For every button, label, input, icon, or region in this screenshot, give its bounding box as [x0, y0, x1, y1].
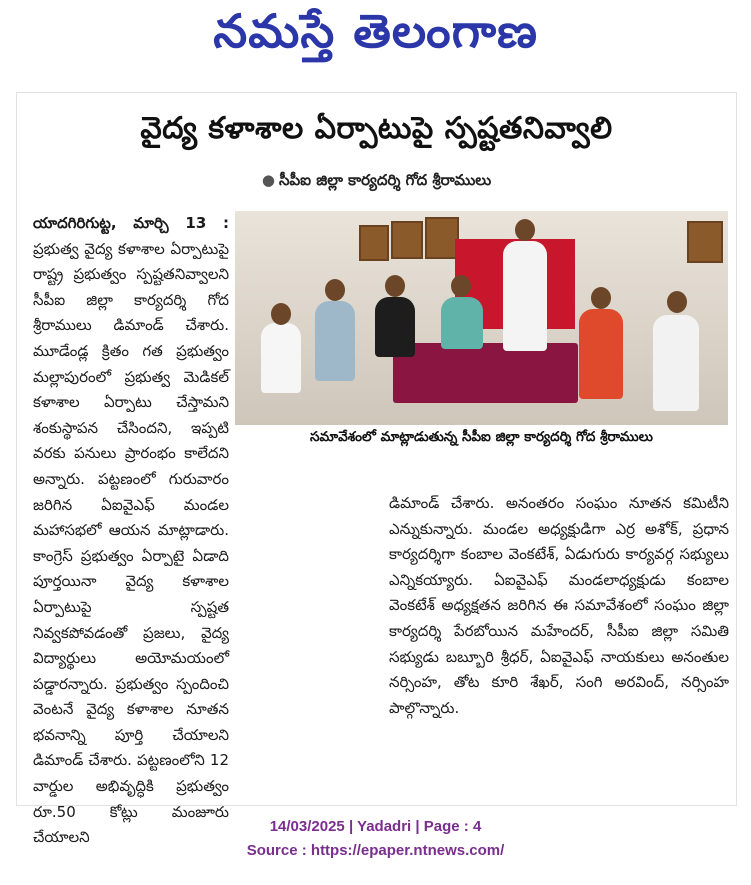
footer-edition-info: 14/03/2025 | Yadadri | Page : 4	[269, 818, 482, 835]
bullet-icon: ●	[261, 171, 275, 189]
photo-caption: సమావేశంలో మాట్లాడుతున్న సీపీఐ జిల్లా కార్యదర్శి గోద శ్రీరాములు	[235, 425, 728, 449]
photo-frame-2	[391, 221, 423, 259]
article-photo	[235, 211, 728, 425]
article-subhead	[17, 171, 736, 193]
photo-head-2	[325, 279, 345, 301]
footer-source-link[interactable]: Source : https://epaper.ntnews.com/	[246, 842, 505, 859]
photo-person-4	[441, 297, 483, 349]
article-body-left-continued	[33, 495, 34, 496]
photo-table	[393, 343, 578, 403]
article-body-left-text: ప్రభుత్వ వైద్య కళాశాల ఏర్పాటుపై రాష్ట్ర ప్రభుత్వం స్పష్టతనివ్వాలని సీపీఐ జిల్లా కార్యదర్శి గోద శ్రీరాములు డిమాండ్ చేశారు. మూడేండ్ల క్రితం గత ప్రభుత్వం మల్లాపురంలో ప్రభుత్వ మెడికల్ కళాశాల ఏర్పాటు చేస్తామని శంకుస్థాపన చేసిందని, ఇప్పటి వరకు పనులు ప్రారంభం కాలేదని అన్నారు. పట్టణంలో గురువారం జరిగిన ఏఐవైఎఫ్ మండల మహాసభలో ఆయన మాట్లాడారు. కాంగ్రెస్ ప్రభుత్వం ఏర్పాటై ఏడాది పూర్తయినా వైద్య కళాశాల ఏర్పాటుపై స్పష్టత నివ్వకపోవడంతో ప్రజలు, వైద్య విద్యార్థులు అయోమయంలో పడ్డారన్నారు. ప్రభుత్వం స్పందించి వెంటనే వైద్య కళాశాల నూతన భవనాన్ని పూర్తి చేయాలని డిమాండ్ చేశారు. పట్టణంలోని 12 వార్డుల అభివృద్ధికి ప్రభుత్వం రూ.50 కోట్లు మంజూరు చేయాలని	[33, 239, 229, 847]
photo-person-2	[315, 301, 355, 381]
photo-person-6	[653, 315, 699, 411]
photo-head-4	[451, 275, 471, 297]
photo-person-standing	[503, 241, 547, 351]
photo-person-1	[261, 323, 301, 393]
photo-head-standing	[515, 219, 535, 241]
article-subhead-text: సీపీఐ జిల్లా కార్యదర్శి గోద శ్రీరాములు	[278, 171, 492, 189]
photo-person-3	[375, 297, 415, 357]
photo-head-5	[591, 287, 611, 309]
photo-frame-1	[359, 225, 389, 261]
article-dateline: యాదగిరిగుట్ట, మార్చి 13 :	[33, 214, 229, 232]
photo-head-1	[271, 303, 291, 325]
photo-frame-3	[425, 217, 459, 259]
photo-head-3	[385, 275, 405, 297]
photo-head-6	[667, 291, 687, 313]
masthead-title: నమస్తే తెలంగాణ	[213, 4, 538, 58]
photo-frame-4	[687, 221, 723, 263]
article-headline: వైద్య కళాశాల ఏర్పాటుపై స్పష్టతనివ్వాలి	[140, 111, 613, 146]
photo-person-5	[579, 309, 623, 399]
article-body-left	[33, 211, 229, 851]
article-body-right: డిమాండ్ చేశారు. అనంతరం సంఘం నూతన కమిటీని ఎన్నుకున్నారు. మండల అధ్యక్షుడిగా ఎర్ర అశోక్, ప్రధాన కార్యదర్శిగా కంబాల వెంకటేశ్, ఏడుగురు కార్యవర్గ సభ్యులు ఎన్నికయ్యారు. ఏఐవైఎఫ్ మండలాధ్యక్షుడు కంబాల వెంకటేశ్ అధ్యక్షతన జరిగిన ఈ సమావేశంలో సంఘం జిల్లా కార్యదర్శి పేరబోయిన మహేందర్, సీపీఐ జిల్లా సమితి సభ్యుడు బబ్బూరి శ్రీధర్, ఏఐవైఎఫ్ నాయకులు అనంతుల నర్సింహ, తోట కూరి శేఖర్, సంగి అరవింద్, నర్సింహ పాల్గొన్నారు.	[389, 494, 729, 717]
newspaper-masthead	[0, 0, 751, 78]
